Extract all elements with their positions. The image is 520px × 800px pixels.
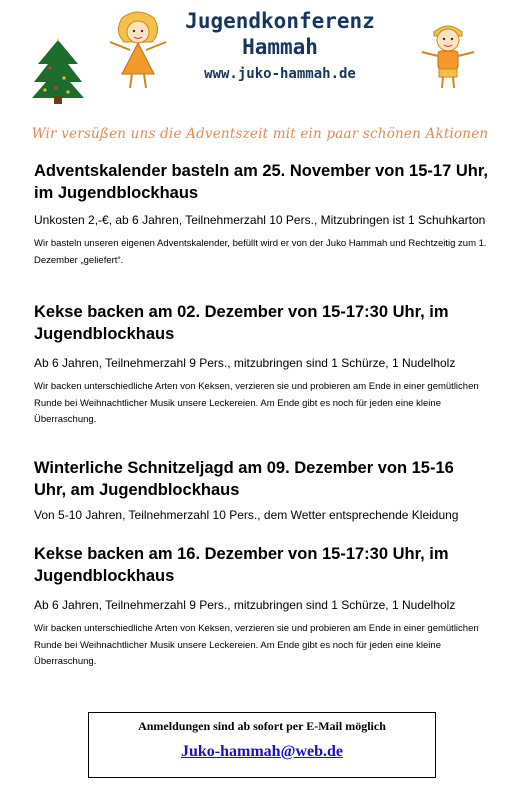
event-description: Wir backen unterschiedliche Arten von Keksen, verzieren sie und probieren am Ende in einer gemütlichen Runde bei Weihnachtlicher Musik unsere Leckereien. Am Ende gibt es noch für jeden eine kleine Überraschung. [34, 623, 479, 667]
page-title [170, 8, 390, 60]
header [0, 0, 520, 120]
boy-illustration-icon [412, 18, 484, 90]
slogan: Wir versüßen uns die Adventszeit mit ein paar schönen Aktionen [31, 126, 489, 142]
event-advent-calendar [34, 160, 489, 269]
event-details: Ab 6 Jahren, Teilnehmerzahl 9 Pers., mitzubringen sind 1 Schürze, 1 Nudelholz [34, 598, 456, 612]
event-title: Kekse backen am 02. Dezember von 15-17:30 Uhr, im Jugendblockhaus [34, 303, 449, 343]
event-title: Adventskalender basteln am 25. November von 15-17 Uhr, im Jugendblockhaus [34, 162, 488, 202]
registration-box [88, 712, 436, 778]
website-url: www.juko-hammah.de [204, 66, 356, 82]
event-description: Wir backen unterschiedliche Arten von Keksen, verzieren sie und probieren am Ende in einer gemütlichen Runde bei Weihnachtlicher Musik unsere Leckereien. Am Ende gibt es noch für jeden eine kleine Überraschung. [34, 381, 479, 425]
email-link[interactable]: Juko-hammah@web.de [180, 743, 343, 760]
christmas-tree-icon [30, 38, 86, 106]
event-cookies-dec-02 [34, 301, 489, 429]
event-cookies-dec-16 [34, 543, 489, 671]
title-line-2: Hammah [242, 35, 318, 59]
title-line-1: Jugendkonferenz [185, 9, 375, 33]
event-details: Von 5-10 Jahren, Teilnehmerzahl 10 Pers., dem Wetter entsprechende Kleidung [34, 508, 459, 522]
event-details: Ab 6 Jahren, Teilnehmerzahl 9 Pers., mitzubringen sind 1 Schürze, 1 Nudelholz [34, 356, 456, 370]
event-title: Kekse backen am 16. Dezember von 15-17:30 Uhr, im Jugendblockhaus [34, 545, 449, 585]
event-description: Wir basteln unseren eigenen Adventskalender, befüllt wird er von der Juko Hammah und Rechtzeitig zum 1. Dezember „geliefert“. [34, 238, 487, 266]
girl-illustration-icon [100, 10, 176, 90]
event-scavenger-hunt [34, 457, 489, 523]
event-title: Winterliche Schnitzeljagd am 09. Dezember von 15-16 Uhr, am Jugendblockhaus [34, 459, 454, 499]
registration-note: Anmeldungen sind ab sofort per E-Mail möglich [138, 719, 386, 733]
event-details: Unkosten 2,-€, ab 6 Jahren, Teilnehmerzahl 10 Pers., Mitzubringen ist 1 Schuhkarton [34, 213, 486, 227]
